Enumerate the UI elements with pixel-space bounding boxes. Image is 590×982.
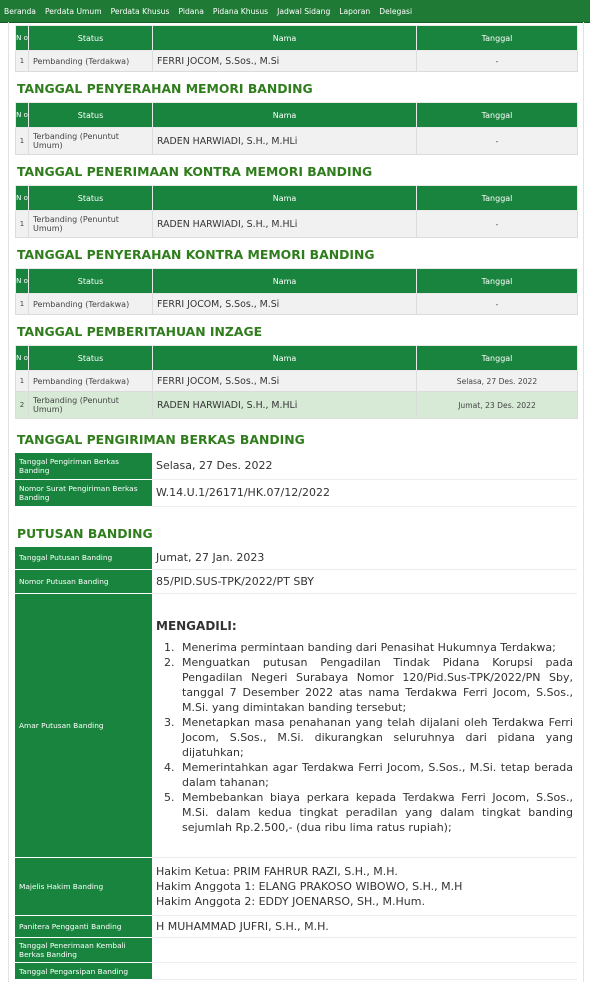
kv-value: [152, 963, 577, 980]
table-row: [16, 294, 578, 315]
row-nama: FERRI JOCOM, S.Sos., M.Si: [153, 294, 417, 315]
section-title-pemberitahuan-inzage: TANGGAL PEMBERITAHUAN INZAGE: [17, 324, 263, 339]
kv-value: W.14.U.1/26171/HK.07/12/2022: [152, 479, 577, 506]
table-row: [16, 51, 578, 72]
col-header-status: Status: [29, 269, 153, 294]
nav-delegasi[interactable]: Delegasi: [379, 6, 413, 16]
row-tanggal: -: [417, 211, 578, 238]
kv-label: Tanggal Pengarsipan Banding: [15, 963, 152, 980]
nav-beranda[interactable]: Beranda: [4, 6, 36, 16]
kv-label: Tanggal Putusan Banding: [15, 547, 152, 570]
majelis-line: Hakim Anggota 1: ELANG PRAKOSO WIBOWO, S.H., M.H: [156, 880, 463, 893]
kv-row: [15, 453, 577, 479]
row-tanggal: Jumat, 23 Des. 2022: [417, 392, 578, 419]
status-table-penyerahan-kontra-memori: [15, 268, 578, 315]
row-nama: FERRI JOCOM, S.Sos., M.Si: [153, 371, 417, 392]
row-nama: RADEN HARWIADI, S.H., M.HLi: [153, 211, 417, 238]
table-header-row: [16, 186, 578, 211]
col-header-tanggal: Tanggal: [417, 26, 578, 51]
col-header-nama: Nama: [153, 26, 417, 51]
table-row: [16, 211, 578, 238]
kv-value: [152, 938, 577, 963]
kv-value: Selasa, 27 Des. 2022: [152, 453, 577, 479]
kv-label: Panitera Pengganti Banding: [15, 916, 152, 938]
status-table-penerimaan-kontra-memori: [15, 185, 578, 238]
kv-row: [15, 916, 577, 938]
section-title-penyerahan-kontra-memori: TANGGAL PENYERAHAN KONTRA MEMORI BANDING: [17, 247, 375, 262]
status-table-pernyataan-banding: [15, 25, 578, 72]
content-area: [8, 22, 584, 982]
row-status: Terbanding (Penuntut Umum): [29, 211, 153, 238]
table-row: [16, 392, 578, 419]
col-header-nama: Nama: [153, 186, 417, 211]
amar-heading: MENGADILI:: [156, 618, 237, 633]
row-nama: RADEN HARWIADI, S.H., M.HLi: [153, 392, 417, 419]
status-table-pemberitahuan-inzage: [15, 345, 578, 419]
col-header-tanggal: Tanggal: [417, 103, 578, 128]
majelis-line: Hakim Anggota 2: EDDY JOENARSO, SH., M.Hum.: [156, 895, 425, 908]
col-header-no: N o: [16, 269, 29, 294]
putusan-banding-table: [15, 547, 577, 981]
amar-item: 2. Menguatkan putusan Pengadilan Tindak Pidana Korupsi pada Pengadilan Negeri Surabaya Nomor 120/Pid.Sus-TPK/2022/PN Sby, tanggal 7 Desember 2022 atas nama Terdakwa Ferri Jocom, S.Sos., M.Si. yang dimintakan banding tersebut;: [178, 655, 573, 715]
row-no: 2: [16, 392, 29, 419]
amar-item: 3. Menetapkan masa penahanan yang telah dijalani oleh Terdakwa Ferri Jocom, S.Sos., M.Si. dikurangkan seluruhnya dari pidana yang dijatuhkan;: [178, 715, 573, 760]
col-header-tanggal: Tanggal: [417, 186, 578, 211]
row-status: Terbanding (Penuntut Umum): [29, 392, 153, 419]
kv-label: Tanggal Pengiriman Berkas Banding: [15, 453, 152, 479]
section-title-putusan-banding: PUTUSAN BANDING: [17, 525, 153, 541]
main-nav: [0, 0, 590, 23]
col-header-status: Status: [29, 346, 153, 371]
col-header-status: Status: [29, 186, 153, 211]
col-header-no: N o: [16, 26, 29, 51]
nav-pidana[interactable]: Pidana: [178, 6, 204, 16]
row-nama: RADEN HARWIADI, S.H., M.HLi: [153, 128, 417, 155]
nav-perdata-khusus[interactable]: Perdata Khusus: [110, 6, 170, 16]
table-header-row: [16, 346, 578, 371]
majelis-line: Hakim Ketua: PRIM FAHRUR RAZI, S.H., M.H.: [156, 865, 398, 878]
col-header-status: Status: [29, 26, 153, 51]
kv-row: [15, 594, 577, 858]
col-header-no: N o: [16, 103, 29, 128]
row-status: Pembanding (Terdakwa): [29, 51, 153, 72]
kv-value: 85/PID.SUS-TPK/2022/PT SBY: [152, 570, 577, 594]
kv-label: Nomor Putusan Banding: [15, 570, 152, 594]
kv-value: H MUHAMMAD JUFRI, S.H., M.H.: [152, 916, 577, 938]
kv-label: Tanggal Penerimaan Kembali Berkas Banding: [15, 938, 152, 963]
amar-item: 1. Menerima permintaan banding dari Penasihat Hukumnya Terdakwa;: [178, 640, 573, 655]
nav-pidana-khusus[interactable]: Pidana Khusus: [212, 6, 269, 16]
row-no: 1: [16, 51, 29, 72]
section-title-penyerahan-memori: TANGGAL PENYERAHAN MEMORI BANDING: [17, 81, 313, 96]
row-status: Pembanding (Terdakwa): [29, 294, 153, 315]
col-header-nama: Nama: [153, 346, 417, 371]
amar-item: 5. Membebankan biaya perkara kepada Terdakwa Ferri Jocom, S.Sos., M.Si. dalam kedua tingkat peradilan yang dalam tingkat banding sejumlah Rp.2.500,- (dua ribu lima ratus rupiah);: [178, 790, 573, 835]
row-no: 1: [16, 211, 29, 238]
status-table-penyerahan-memori: [15, 102, 578, 155]
kv-value: Jumat, 27 Jan. 2023: [152, 547, 577, 570]
section-title-pengiriman-berkas: TANGGAL PENGIRIMAN BERKAS BANDING: [17, 432, 305, 447]
row-status: Pembanding (Terdakwa): [29, 371, 153, 392]
row-no: 1: [16, 294, 29, 315]
amar-putusan-content: [152, 594, 577, 858]
amar-list: [156, 640, 573, 835]
kv-row: [15, 858, 577, 916]
amar-item: 4. Memerintahkan agar Terdakwa Ferri Jocom, S.Sos., M.Si. tetap berada dalam tahanan;: [178, 760, 573, 790]
pengiriman-berkas-table: [15, 453, 577, 507]
kv-row: [15, 479, 577, 506]
col-header-nama: Nama: [153, 269, 417, 294]
kv-row: [15, 570, 577, 594]
col-header-no: N o: [16, 186, 29, 211]
col-header-status: Status: [29, 103, 153, 128]
table-header-row: [16, 269, 578, 294]
row-tanggal: Selasa, 27 Des. 2022: [417, 371, 578, 392]
table-header-row: [16, 26, 578, 51]
row-status: Terbanding (Penuntut Umum): [29, 128, 153, 155]
table-row: [16, 371, 578, 392]
row-tanggal: -: [417, 294, 578, 315]
row-tanggal: -: [417, 51, 578, 72]
col-header-tanggal: Tanggal: [417, 269, 578, 294]
table-header-row: [16, 103, 578, 128]
row-nama: FERRI JOCOM, S.Sos., M.Si: [153, 51, 417, 72]
row-no: 1: [16, 371, 29, 392]
row-no: 1: [16, 128, 29, 155]
col-header-no: N o: [16, 346, 29, 371]
kv-row: [15, 963, 577, 980]
kv-row: [15, 938, 577, 963]
kv-label: Amar Putusan Banding: [15, 594, 152, 858]
col-header-tanggal: Tanggal: [417, 346, 578, 371]
kv-label: Nomor Surat Pengiriman Berkas Banding: [15, 479, 152, 506]
majelis-hakim-content: [152, 858, 577, 916]
col-header-nama: Nama: [153, 103, 417, 128]
table-row: [16, 128, 578, 155]
kv-row: [15, 547, 577, 570]
row-tanggal: -: [417, 128, 578, 155]
nav-laporan[interactable]: Laporan: [339, 6, 371, 16]
kv-label: Majelis Hakim Banding: [15, 858, 152, 916]
nav-jadwal-sidang[interactable]: Jadwal Sidang: [277, 6, 331, 16]
nav-perdata-umum[interactable]: Perdata Umum: [44, 6, 102, 16]
section-title-penerimaan-kontra-memori: TANGGAL PENERIMAAN KONTRA MEMORI BANDING: [17, 164, 373, 179]
